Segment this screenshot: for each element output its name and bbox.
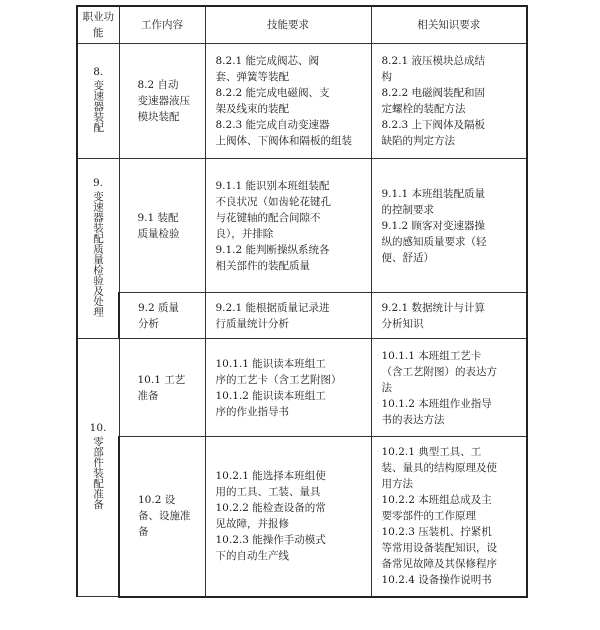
standards-table-sheet <box>76 5 526 617</box>
function-cell-8 <box>77 44 119 159</box>
table-row <box>77 339 527 437</box>
content-cell: 9.2 质量 分析 <box>119 293 205 339</box>
knowledge-cell: 9.2.1 数据统计与计算 分析知识 <box>371 293 527 339</box>
header-function: 职业功能 <box>77 6 119 44</box>
table-header-row <box>77 6 527 44</box>
header-knowledge: 相关知识要求 <box>371 6 527 44</box>
function-name: 变速器装配 <box>92 80 105 133</box>
function-number: 10. <box>89 422 107 435</box>
function-number: 8. <box>93 66 104 79</box>
function-cell-10 <box>77 339 119 597</box>
function-name: 零部件装配准备 <box>92 436 104 510</box>
content-cell: 8.2 自动 变速器液压 模块装配 <box>119 44 205 159</box>
skills-cell: 8.2.1 能完成阀芯、阀 套、弹簧等装配 8.2.2 能完成电磁阀、支 架及线束的装配 8.2.3 能完成自动变速器 上阀体、下阀体和隔板的组装 <box>205 44 371 159</box>
skills-cell: 10.1.1 能识读本班组工 序的工艺卡（含工艺附图） 10.1.2 能识读本班组工 序的作业指导书 <box>205 339 371 437</box>
knowledge-cell: 8.2.1 液压模块总成结 构 8.2.2 电磁阀装配和固 定螺栓的装配方法 8.2.3 上下阀体及隔板 缺陷的判定方法 <box>371 44 527 159</box>
function-name: 变速器装配质量检验及处理 <box>92 191 104 317</box>
content-cell: 10.1 工艺 准备 <box>119 339 205 437</box>
content-cell: 10.2 设 备、设施准 备 <box>119 437 205 597</box>
skills-cell: 9.1.1 能识别本班组装配 不良状况（如齿轮花键孔 与花键轴的配合间隙不 良），并排除 9.1.2 能判断操纵系统各 相关部件的装配质量 <box>205 159 371 293</box>
skill-standards-table <box>76 5 528 598</box>
skills-cell: 9.2.1 能根据质量记录进 行质量统计分析 <box>205 293 371 339</box>
knowledge-cell: 10.2.1 典型工具、工 装、量具的结构原理及使 用方法 10.2.2 本班组总成及主 要零部件的工作原理 10.2.3 压装机、拧紧机 等常用设备装配知识，设 备常见故障及其保修程序 10.2.4 设备操作说明书 <box>371 437 527 597</box>
knowledge-cell: 10.1.1 本班组工艺卡 （含工艺附图）的表达方 法 10.1.2 本班组作业指导 书的表达方法 <box>371 339 527 437</box>
content-cell: 9.1 装配 质量检验 <box>119 159 205 293</box>
knowledge-cell: 9.1.1 本班组装配质量 的控制要求 9.1.2 顾客对变速器操 纵的感知质量要求（轻 便、舒适） <box>371 159 527 293</box>
table-row <box>77 437 527 597</box>
function-number: 9. <box>92 177 104 189</box>
header-content: 工作内容 <box>119 6 205 44</box>
function-cell-9 <box>77 159 119 339</box>
table-row <box>77 293 527 339</box>
header-skills: 技能要求 <box>205 6 371 44</box>
table-row <box>77 44 527 159</box>
table-row <box>77 159 527 293</box>
skills-cell: 10.2.1 能选择本班组使 用的工具、工装、量具 10.2.2 能检查设备的常 见故障，并报修 10.2.3 能操作手动模式 下的自动生产线 <box>205 437 371 597</box>
